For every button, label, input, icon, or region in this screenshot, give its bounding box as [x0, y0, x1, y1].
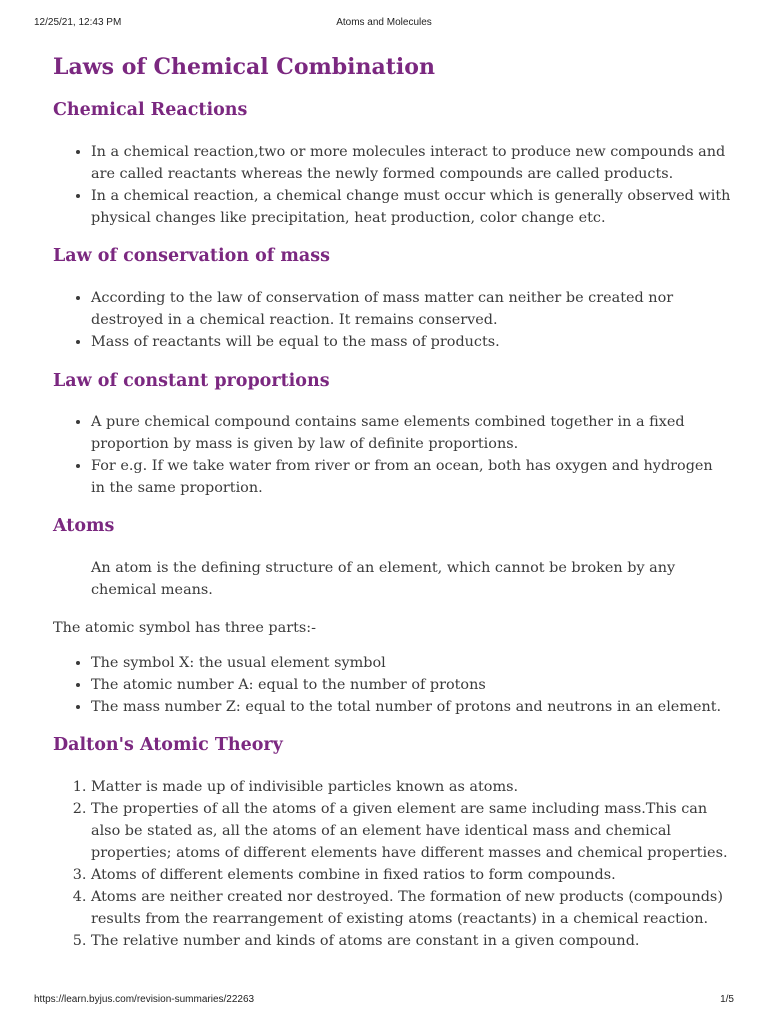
heading-daltons-atomic-theory: Dalton's Atomic Theory — [53, 735, 283, 755]
atom-definition: An atom is the defining structure of an element, which cannot be broken by any chemical means. — [91, 560, 676, 598]
print-document-title: Atoms and Molecules — [336, 17, 432, 28]
heading-conservation-of-mass: Law of conservation of mass — [53, 246, 330, 266]
list-item: • In a chemical reaction,two or more molecules interact to produce new compounds and are called reactants whereas the newly formed compounds are called products. — [91, 141, 731, 185]
list-item: • For e.g. If we take water from river or from an ocean, both has oxygen and hydrogen in the same proportion. — [91, 455, 731, 499]
list-item: • The symbol X: the usual element symbol — [91, 652, 731, 674]
list-item: 3. Atoms of different elements combine in fixed ratios to form compounds. — [91, 864, 731, 886]
list-item: • The atomic number A: equal to the number of protons — [91, 674, 731, 696]
list-item: • The mass number Z: equal to the total number of protons and neutrons in an element. — [91, 696, 731, 718]
page-number: 1/5 — [720, 994, 734, 1005]
heading-constant-proportions: Law of constant proportions — [53, 371, 330, 391]
heading-chemical-reactions: Chemical Reactions — [53, 100, 248, 120]
print-footer — [34, 994, 734, 1008]
print-timestamp: 12/25/21, 12:43 PM — [34, 17, 122, 28]
list-item: 4. Atoms are neither created nor destroyed. The formation of new products (compounds) results from the rearrangement of existing atoms (reactants) in a chemical reaction. — [91, 886, 731, 930]
chemical-reactions-list — [91, 141, 731, 229]
daltons-theory-list — [91, 776, 731, 952]
list-item: 5. The relative number and kinds of atoms are constant in a given compound. — [91, 930, 731, 952]
heading-atoms: Atoms — [53, 516, 115, 536]
list-item: 1. Matter is made up of indivisible particles known as atoms. — [91, 776, 731, 798]
atomic-symbol-parts-list — [91, 652, 731, 718]
print-header — [34, 17, 734, 31]
list-item: 2. The properties of all the atoms of a given element are same including mass.This can also be stated as, all the atoms of an element have identical mass and chemical properties; atoms of different elements have different masses and chemical properties. — [91, 798, 731, 864]
page-title: Laws of Chemical Combination — [53, 54, 435, 80]
list-item: • A pure chemical compound contains same elements combined together in a fixed proportion by mass is given by law of definite proportions. — [91, 411, 731, 455]
list-item: • Mass of reactants will be equal to the mass of products. — [91, 331, 731, 353]
conservation-of-mass-list — [91, 287, 731, 353]
list-item: • In a chemical reaction, a chemical change must occur which is generally observed with physical changes like precipitation, heat production, color change etc. — [91, 185, 731, 229]
print-url: https://learn.byjus.com/revision-summaries/22263 — [34, 994, 255, 1005]
list-item: • According to the law of conservation of mass matter can neither be created nor destroyed in a chemical reaction. It remains conserved. — [91, 287, 731, 331]
constant-proportions-list — [91, 411, 731, 499]
atomic-symbol-intro: The atomic symbol has three parts:- — [53, 620, 316, 636]
